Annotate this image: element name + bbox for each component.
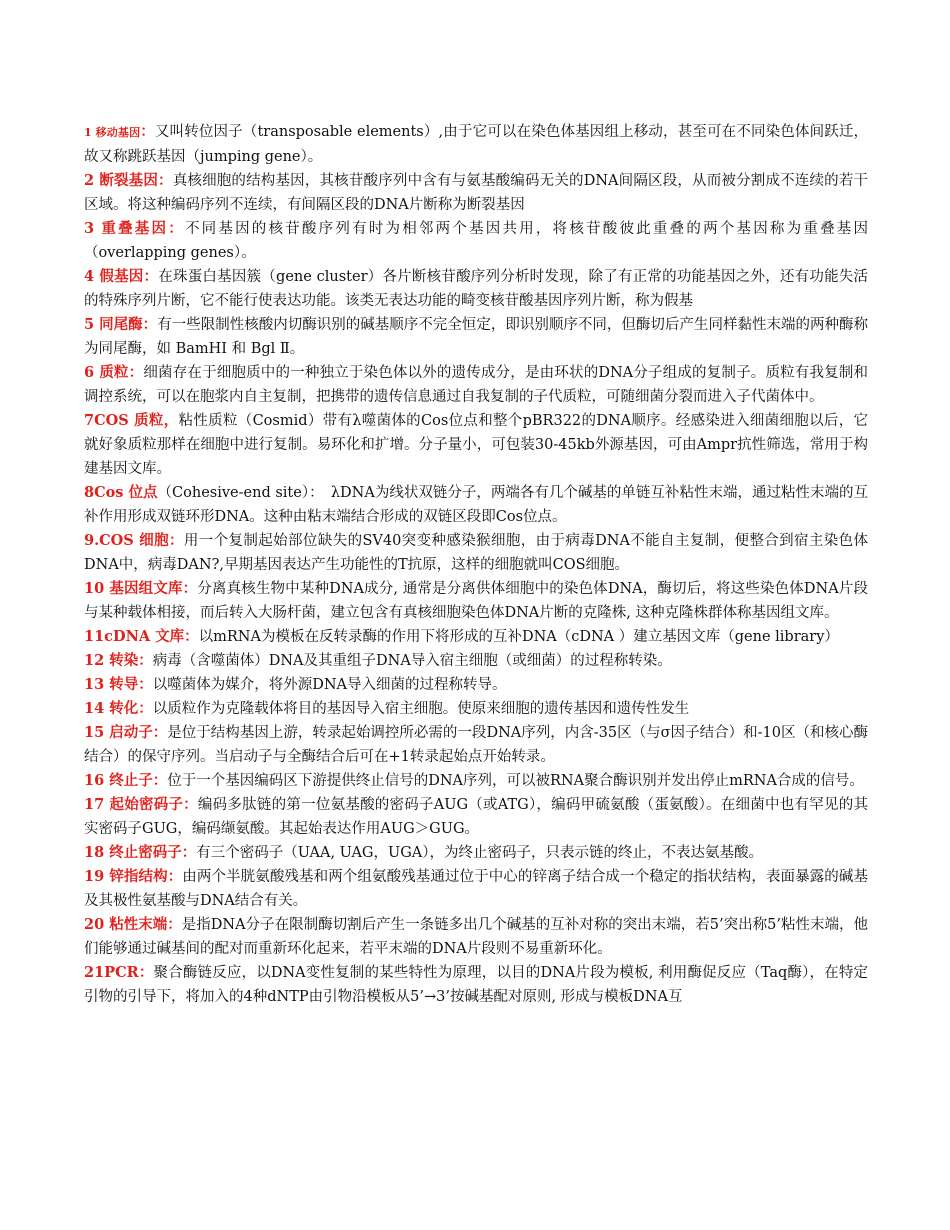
entry-separator: ： <box>182 580 198 597</box>
entry-transduction <box>84 673 868 697</box>
entry-term: 5 同尾酶 <box>84 316 143 333</box>
entry-term: 9.COS 细胞 <box>84 532 169 549</box>
entry-body: 细菌存在于细胞质中的一种独立于染色体以外的遗传成分，是由环状的DNA分子组成的复制子。质粒有我复制和调控系统，可以在胞浆内自主复制，把携带的遗传信息通过自我复制的子代质粒，可随细菌分裂而进入子代菌体中。 <box>84 365 869 405</box>
entry-separator: ： <box>181 844 197 861</box>
entry-term: 4 假基因 <box>84 268 144 285</box>
entry-term: 14 转化 <box>84 700 139 717</box>
entry-separator: ： <box>128 364 144 381</box>
entry-term: 20 粘性末端 <box>84 916 168 933</box>
entry-body: 位于一个基因编码区下游提供终止信号的DNA序列，可以被RNA聚合酶识别并发出停止mRNA合成的信号。 <box>167 773 864 789</box>
entry-term: 11cDNA 文库 <box>84 628 185 645</box>
entry-separator: ： <box>184 628 199 645</box>
entry-genomic-library <box>84 577 868 625</box>
entry-pseudogene <box>84 265 868 313</box>
entry-body: 由两个半胱氨酸残基和两个组氨酸残基通过位于中心的锌离子结合成一个稳定的指状结构，表面暴露的碱基及其极性氨基酸与DNA结合有关。 <box>84 869 868 909</box>
entry-term: 13 转导 <box>84 676 139 693</box>
entry-body: 病毒（含噬菌体）DNA及其重组子DNA导入宿主细胞（或细菌）的过程称转染。 <box>152 653 672 669</box>
entry-separator: ： <box>167 868 183 885</box>
entry-separator: ： <box>142 316 158 333</box>
entry-body: 聚合酶链反应，以DNA变性复制的某些特性为原理，以目的DNA片段为模板, 利用酶促反应（Taq酶），在特定引物的引导下，将加入的4种dNTP由引物沿模板从5’→3’按碱基配对原则, 形成与模板DNA互 <box>84 965 869 1005</box>
entry-body: 以质粒作为克隆载体将目的基因导入宿主细胞。使原来细胞的遗传基因和遗传性发生 <box>152 701 690 717</box>
entry-cos-site <box>84 481 868 529</box>
entry-plasmid <box>84 361 868 409</box>
entry-term: 6 质粒 <box>84 364 129 381</box>
entry-stop-codon <box>84 841 868 865</box>
entry-body: 真核细胞的结构基因，其核苷酸序列中含有与氨基酸编码无关的DNA间隔区段，从而被分割成不连续的若干区域。将这种编码序列不连续，有间隔区段的DNA片断称为断裂基因 <box>84 173 869 213</box>
entry-term: 18 终止密码子 <box>84 844 182 861</box>
entry-body: 在珠蛋白基因簇（gene cluster）各片断核苷酸序列分析时发现，除了有正常的功能基因之外，还有功能失活的特殊序列片断，它不能行使表达功能。该类无表达功能的畸变核苷酸基因序列片断，称为假基 <box>84 269 869 309</box>
entry-separator: ： <box>138 700 153 717</box>
entry-term: 10 基因组文库 <box>84 580 183 597</box>
entry-body: 用一个复制起始部位缺失的SV40突变种感染猴细胞，由于病毒DNA不能自主复制，便整合到宿主染色体DNA中，病毒DAN?,早期基因表达产生功能性的T抗原，这样的细胞就叫COS细胞。 <box>84 533 869 573</box>
entry-split-gene <box>84 169 868 217</box>
entry-zinc-finger <box>84 865 868 913</box>
entry-transfection <box>84 649 868 673</box>
entry-term: 7COS 质粒 <box>84 412 164 429</box>
entry-term: 16 终止子 <box>84 772 153 789</box>
entry-body: 又叫转位因子（transposable elements）,由于它可以在染色体基因组上移动，甚至可在不同染色体间跃迁，故又称跳跃基因（jumping gene）。 <box>84 124 869 165</box>
entry-separator: ： <box>138 676 153 693</box>
entry-separator: ， <box>163 412 179 429</box>
entry-term: 1 移动基因 <box>84 126 141 139</box>
entry-body: 是位于结构基因上游，转录起始调控所必需的一段DNA序列，内含-35区（与σ因子结合）和-10区（和核心酶结合）的保守序列。当启动子与全酶结合后可在+1转录起始点开始转录。 <box>84 725 868 765</box>
entry-body: （Cohesive-end site）： λDNA为线状双链分子，两端各有几个碱基的单链互补粘性末端，通过粘性末端的互补作用形成双链环形DNA。这种由粘末端结合形成的双链区段即Cos位点。 <box>84 485 868 525</box>
entry-term: 17 起始密码子 <box>84 796 184 813</box>
entry-cos-cell <box>84 529 868 577</box>
entry-terminator <box>84 769 868 793</box>
entry-isocaudamer <box>84 313 868 361</box>
document-page <box>84 120 868 1009</box>
entry-separator: ： <box>167 916 182 933</box>
entry-body: 不同基因的核苷酸序列有时为相邻两个基因共用，将核苷酸彼此重叠的两个基因称为重叠基因（overlapping genes）。 <box>84 221 869 261</box>
entry-sticky-end <box>84 913 868 961</box>
entry-body: 编码多肽链的第一位氨基酸的密码子AUG（或ATG），编码甲硫氨酸（蛋氨酸）。在细菌中也有罕见的其实密码子GUG，编码缬氨酸。其起始表达作用AUG＞GUG。 <box>84 797 868 837</box>
entry-term: 3 重叠基因 <box>84 220 169 237</box>
entry-body: 有一些限制性核酸内切酶识别的碱基顺序不完全恒定，即识别顺序不同，但酶切后产生同样黏性末端的两种酶称为同尾酶，如 BamHI 和 Bgl Ⅱ。 <box>84 317 869 357</box>
entry-term: 15 启动子 <box>84 724 153 741</box>
entry-term: 2 断裂基因 <box>84 172 159 189</box>
entry-term: 19 锌指结构 <box>84 868 168 885</box>
entry-separator: ： <box>140 123 155 140</box>
entry-separator: ： <box>138 964 154 981</box>
entry-term: 12 转染 <box>84 652 139 669</box>
entry-separator: ： <box>168 532 184 549</box>
entry-cdna-library <box>84 625 868 649</box>
entry-separator: ： <box>138 652 153 669</box>
entry-body: 以噬菌体为媒介，将外源DNA导入细菌的过程称转导。 <box>152 677 507 693</box>
entry-body: 以mRNA为模板在反转录酶的作用下将形成的互补DNA（cDNA ）建立基因文库（gene library） <box>198 629 839 645</box>
entry-body: 是指DNA分子在限制酶切割后产生一条链多出几个碱基的互补对称的突出末端，若5’突出称5’粘性末端，他们能够通过碱基间的配对而重新环化起来，若平末端的DNA片段则不易重新环化。 <box>84 917 869 957</box>
entry-separator: ： <box>152 772 168 789</box>
entry-separator: ： <box>168 220 185 237</box>
entry-promoter <box>84 721 868 769</box>
entry-transformation <box>84 697 868 721</box>
entry-separator: ： <box>143 268 159 285</box>
entry-overlapping-gene <box>84 217 868 265</box>
entry-term: 21PCR <box>84 964 139 981</box>
entry-pcr <box>84 961 868 1009</box>
entry-body: 有三个密码子（UAA, UAG，UGA），为终止密码子，只表示链的终止，不表达氨基酸。 <box>196 845 764 861</box>
entry-term: 8Cos 位点 <box>84 484 158 501</box>
entry-separator: ： <box>183 796 198 813</box>
entry-start-codon <box>84 793 868 841</box>
entry-separator: ： <box>152 724 168 741</box>
entry-body: 分离真核生物中某种DNA成分, 通常是分离供体细胞中的染色体DNA，酶切后，将这些染色体DNA片段与某种载体相接，而后转入大肠杆菌，建立包含有真核细胞染色体DNA片断的克隆株, 这种克隆株群体称基因组文库。 <box>84 581 868 621</box>
entry-transposable-gene <box>84 120 868 169</box>
entry-cosmid <box>84 409 868 481</box>
entry-body: 粘性质粒（Cosmid）带有λ噬菌体的Cos位点和整个pBR322的DNA顺序。经感染进入细菌细胞以后，它就好象质粒那样在细胞中进行复制。易环化和扩增。分子量小，可包装30-45kb外源基因，可由Ampr抗性筛选，常用于构建基因文库。 <box>84 413 869 477</box>
entry-separator: ： <box>158 172 173 189</box>
